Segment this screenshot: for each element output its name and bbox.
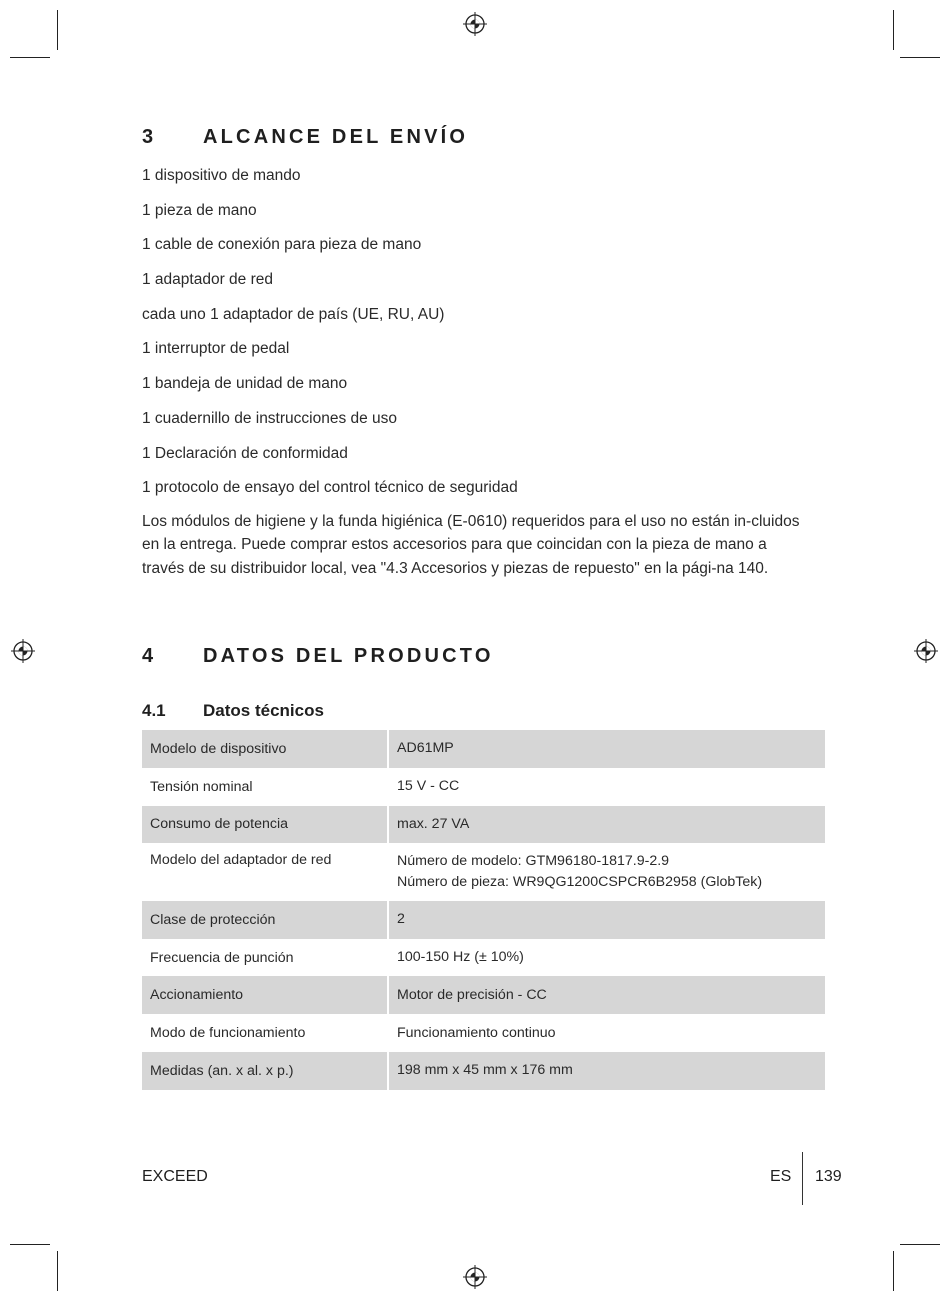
list-item: 1 dispositivo de mando [142, 167, 301, 184]
crop-mark-bottom-right-vertical [893, 1251, 894, 1291]
crop-mark-bottom-right-horizontal [900, 1244, 940, 1245]
registration-crosshair-icon [463, 12, 487, 36]
section-4-heading [142, 645, 494, 668]
spec-label: Frecuencia de punción [142, 939, 388, 977]
footer-divider [802, 1152, 803, 1205]
section-4-number: 4 [142, 645, 154, 667]
table-row [142, 730, 825, 768]
crop-mark-top-right-horizontal [900, 57, 940, 58]
spec-label: Accionamiento [142, 976, 388, 1014]
crop-mark-top-right-vertical [893, 10, 894, 50]
crop-mark-top-left-horizontal [10, 57, 50, 58]
section-3-title: ALCANCE DEL ENVÍO [203, 126, 469, 148]
list-item: 1 cuadernillo de instrucciones de uso [142, 409, 398, 427]
list-item: 1 pieza de mano [142, 201, 257, 219]
table-row [142, 976, 825, 1014]
section-3-heading [142, 126, 468, 149]
table-row [142, 1014, 825, 1052]
table-row [142, 901, 825, 939]
hygiene-note-paragraph: Los módulos de higiene y la funda higiénica (E-0610) requeridos para el uso no están in-cluidos en la entrega. Puede comprar estos accesorios para que coincidan con la pieza de mano a través de su distribuidor local, vea "4.3 Accesorios y piezas de repuesto" en la pági-na 140. [142, 513, 800, 577]
spec-label: Clase de protección [142, 901, 388, 939]
list-item: 1 bandeja de unidad de mano [142, 375, 348, 393]
footer-language: ES [770, 1168, 792, 1185]
delivery-contents-list [142, 165, 518, 512]
page-number: 139 [815, 1168, 842, 1185]
spec-value [388, 976, 825, 1014]
section-3-number: 3 [142, 126, 154, 148]
list-item: 1 protocolo de ensayo del control técnico de seguridad [142, 479, 518, 497]
list-item: 1 Declaración de conformidad [142, 444, 348, 462]
spec-value [388, 901, 825, 939]
table-row [142, 939, 825, 977]
list-item: cada uno 1 adaptador de país (UE, RU, AU) [142, 305, 445, 323]
spec-value-line: Número de pieza: WR9QG1200CSPCR6B2958 (GlobTek) [397, 874, 763, 891]
spec-value [388, 1052, 825, 1090]
spec-value [388, 768, 825, 806]
spec-value-line: AD61MP [397, 740, 454, 757]
list-item: 1 cable de conexión para pieza de mano [142, 236, 422, 254]
spec-value [388, 939, 825, 977]
spec-value-line: 100-150 Hz (± 10%) [397, 949, 524, 966]
spec-value-line: 198 mm x 45 mm x 176 mm [397, 1062, 573, 1079]
registration-crosshair-icon [11, 639, 35, 663]
list-item: 1 adaptador de red [142, 271, 273, 289]
spec-value [388, 806, 825, 844]
table-row [142, 1052, 825, 1090]
section-4-1-number: 4.1 [142, 701, 166, 720]
spec-label: Modelo de dispositivo [142, 730, 388, 768]
spec-label: Tensión nominal [142, 768, 388, 806]
spec-label: Consumo de potencia [142, 806, 388, 844]
section-4-1-heading [142, 701, 324, 721]
spec-value-line: Motor de precisión - CC [397, 986, 547, 1003]
table-row [142, 768, 825, 806]
spec-value [388, 730, 825, 768]
list-item: 1 interruptor de pedal [142, 340, 290, 358]
spec-value [388, 1014, 825, 1052]
crop-mark-top-left-vertical [57, 10, 58, 50]
section-4-title: DATOS DEL PRODUCTO [203, 645, 494, 667]
registration-crosshair-icon [463, 1265, 487, 1289]
spec-value-line: 15 V - CC [397, 778, 460, 795]
spec-label: Medidas (an. x al. x p.) [142, 1052, 388, 1090]
technical-data-table [142, 730, 825, 1090]
footer-brand: EXCEED [142, 1168, 208, 1185]
spec-label: Modo de funcionamiento [142, 1014, 388, 1052]
registration-crosshair-icon [914, 639, 938, 663]
crop-mark-bottom-left-horizontal [10, 1244, 50, 1245]
spec-value-line: Número de modelo: GTM96180-1817.9-2.9 [397, 853, 670, 870]
crop-mark-bottom-left-vertical [57, 1251, 58, 1291]
spec-label: Modelo del adaptador de red [142, 843, 388, 901]
spec-value-line: Funcionamiento continuo [397, 1024, 556, 1041]
spec-value-line: max. 27 VA [397, 815, 470, 832]
table-row [142, 806, 825, 844]
section-4-1-title: Datos técnicos [203, 701, 324, 720]
spec-value [388, 843, 825, 901]
table-row [142, 843, 825, 901]
spec-value-line: 2 [397, 911, 405, 928]
